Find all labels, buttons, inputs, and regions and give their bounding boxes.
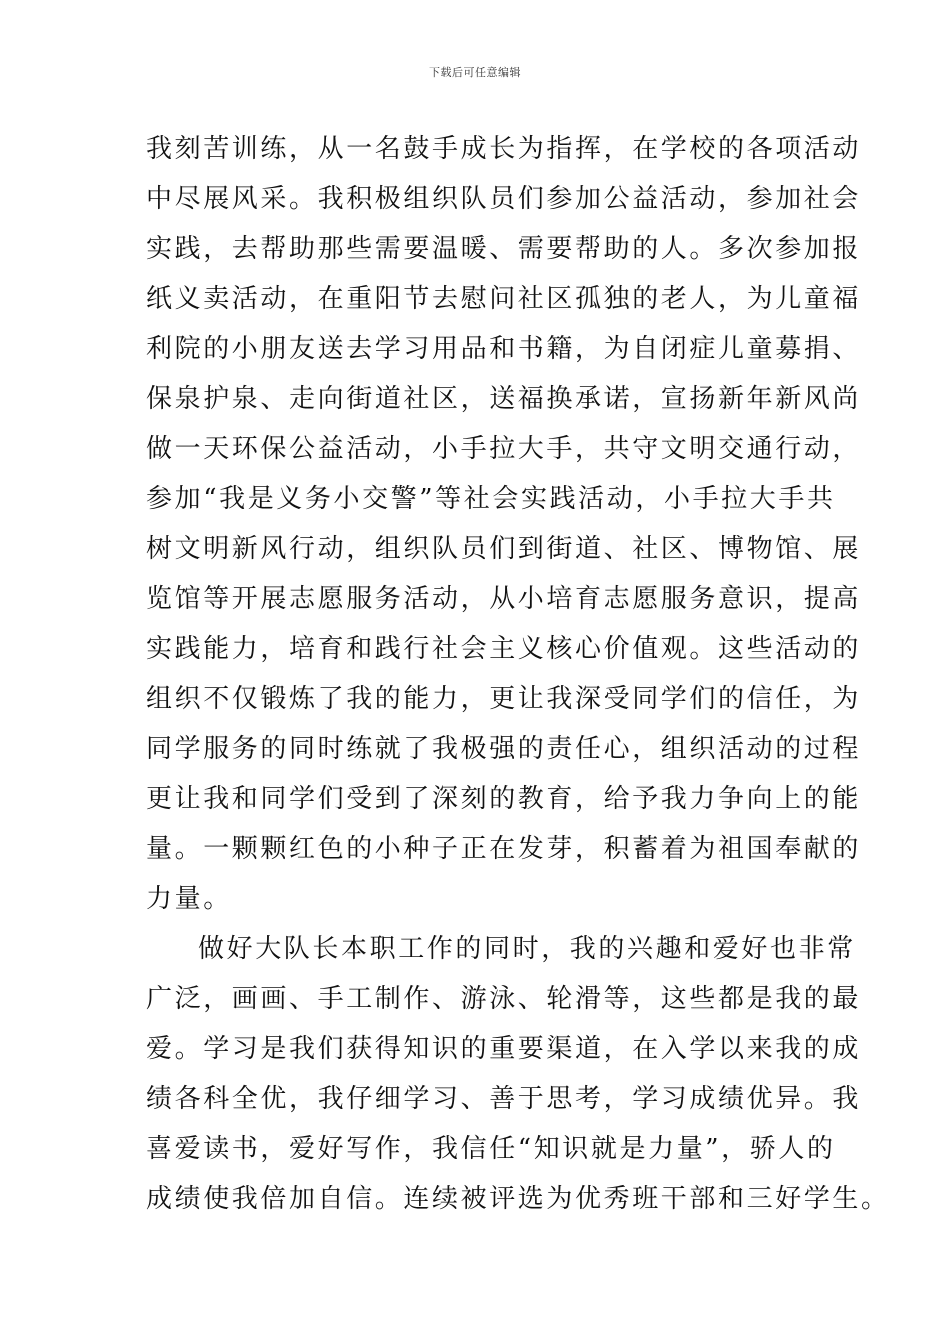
text-line: 爱。学习是我们获得知识的重要渠道，在入学以来我的成 — [146, 1034, 862, 1064]
text-line-indented: 做好大队长本职工作的同时，我的兴趣和爱好也非常 — [198, 934, 856, 964]
text-line: 同学服务的同时练就了我极强的责任心，组织活动的过程 — [146, 734, 862, 764]
text-line: 做一天环保公益活动，小手拉大手，共守文明交通行动， — [146, 434, 862, 464]
text-line: 绩各科全优，我仔细学习、善于思考，学习成绩优异。我 — [146, 1084, 862, 1114]
text-line: 喜爱读书，爱好写作，我信任“知识就是力量”，骄人的 — [146, 1134, 836, 1164]
text-line: 量。一颗颗红色的小种子正在发芽，积蓄着为祖国奉献的 — [146, 834, 862, 864]
text-line: 成绩使我倍加自信。连续被评选为优秀班干部和三好学生。 — [146, 1184, 890, 1214]
text-line: 中尽展风采。我积极组织队员们参加公益活动，参加社会 — [146, 184, 862, 214]
text-line: 更让我和同学们受到了深刻的教育，给予我力争向上的能 — [146, 784, 862, 814]
text-line: 实践能力，培育和践行社会主义核心价值观。这些活动的 — [146, 634, 862, 664]
text-line: 树文明新风行动，组织队员们到街道、社区、博物馆、展 — [146, 534, 862, 564]
text-line: 纸义卖活动，在重阳节去慰问社区孤独的老人，为儿童福 — [146, 284, 862, 314]
text-line: 组织不仅锻炼了我的能力，更让我深受同学们的信任，为 — [146, 684, 862, 714]
text-line: 广泛，画画、手工制作、游泳、轮滑等，这些都是我的最 — [146, 984, 862, 1014]
text-line: 利院的小朋友送去学习用品和书籍，为自闭症儿童募捐、 — [146, 334, 862, 364]
text-line: 我刻苦训练，从一名鼓手成长为指挥，在学校的各项活动 — [146, 134, 862, 164]
text-line: 力量。 — [146, 884, 232, 914]
text-line: 实践，去帮助那些需要温暖、需要帮助的人。多次参加报 — [146, 234, 862, 264]
text-line: 览馆等开展志愿服务活动，从小培育志愿服务意识，提高 — [146, 584, 862, 614]
text-line: 参加“我是义务小交警”等社会实践活动，小手拉大手共 — [146, 484, 836, 514]
page-header-note: 下载后可任意编辑 — [429, 66, 521, 79]
text-line: 保泉护泉、走向街道社区，送福换承诺，宣扬新年新风尚 — [146, 384, 862, 414]
